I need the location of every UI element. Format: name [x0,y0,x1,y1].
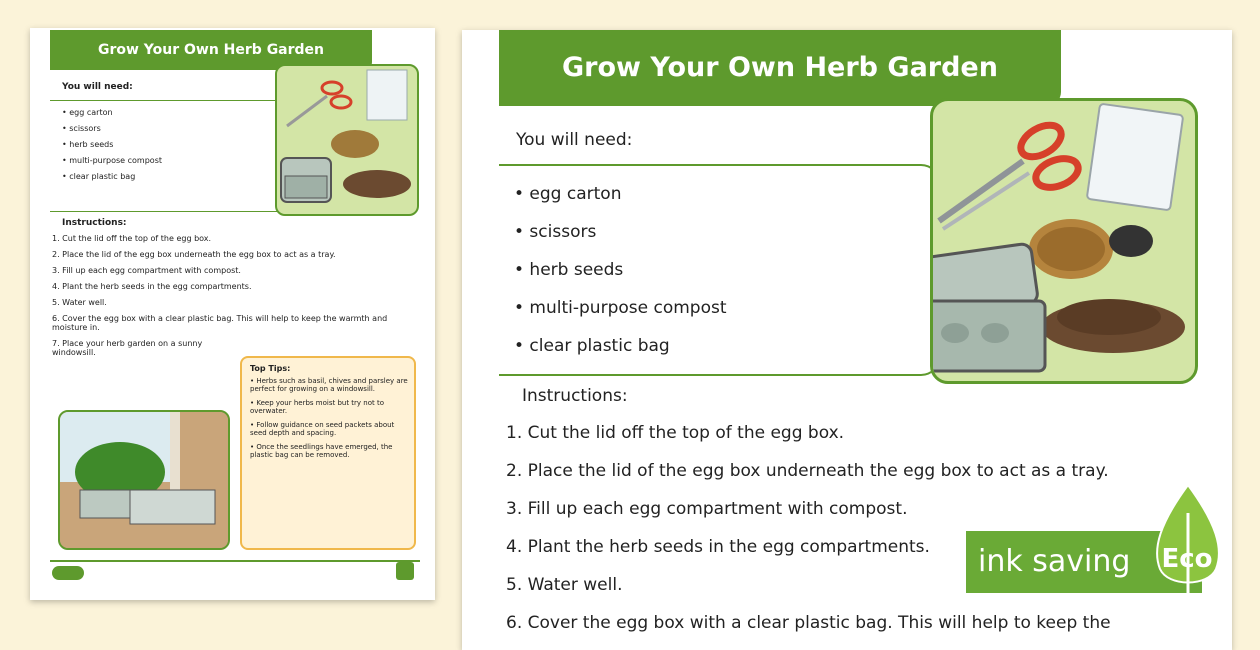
tips-heading: Top Tips: [250,364,291,373]
tip-item: • Follow guidance on seed packets about seed depth and spacing. [250,421,395,437]
step-item: 1. Cut the lid off the top of the egg box. [52,234,212,243]
eco-label: Eco [1161,544,1213,574]
step-item: 4. Plant the herb seeds in the egg compartments. [52,282,252,291]
step-item: 3. Fill up each egg compartment with compost. [52,266,241,275]
materials-picture [930,98,1198,384]
step-item: 3. Fill up each egg compartment with compost. [506,499,908,519]
seeds-icon [1029,219,1153,279]
tip-item: • Keep your herbs moist but try not to overwater. [250,399,384,415]
list-item: • scissors [514,222,597,242]
plastic-bag-icon [367,70,407,120]
ink-saving-label: ink saving [978,544,1131,579]
seeds-icon [331,130,379,158]
step-item: 1. Cut the lid off the top of the egg box. [506,423,845,443]
page-title: Grow Your Own Herb Garden [499,30,1061,106]
plant-logo-icon [396,562,414,580]
egg-carton-icon [933,243,1045,371]
twinkl-logo [52,566,84,580]
tip-item: • Once the seedlings have emerged, the plastic bag can be removed. [250,443,393,459]
scissors-icon [939,119,1082,229]
step-item: 5. Water well. [52,298,107,307]
list-item: • herb seeds [514,260,624,280]
step-item: 7. Place your herb garden on a sunny windowsill. [52,339,203,357]
small-sheet-title: Grow Your Own Herb Garden [50,30,372,70]
small-materials-picture [275,64,419,216]
top-tips-box [240,356,416,550]
herb-garden-illustration [58,410,230,550]
list-item: • scissors [62,124,101,133]
list-item: • clear plastic bag [514,336,670,356]
small-steps-list [52,234,392,364]
egg-carton-icon [281,158,331,202]
small-worksheet-preview[interactable] [30,28,435,600]
tip-item: • Herbs such as basil, chives and parsley are perfect for growing on a windowsill. [250,377,408,393]
list-item: • multi-purpose compost [62,156,162,165]
list-item: • egg carton [62,108,113,117]
step-item: 6. Cover the egg box with a clear plastic bag. This will help to keep the warmth and moisture in. [52,314,388,332]
list-item: • herb seeds [62,140,114,149]
plastic-bag-icon [1087,104,1184,211]
small-instructions-heading: Instructions: [62,218,127,228]
scissors-icon [287,82,351,126]
materials-list [499,164,941,376]
footer-divider [50,560,420,562]
compost-icon [1041,299,1185,353]
step-item: 2. Place the lid of the egg box underneath the egg box to act as a tray. [506,461,1109,481]
compost-icon [343,170,411,198]
step-item: 6. Cover the egg box with a clear plastic bag. This will help to keep the [506,613,1111,633]
step-item: 5. Water well. [506,575,623,595]
instructions-heading: Instructions: [522,386,628,406]
small-materials-list [50,100,301,212]
list-item: • multi-purpose compost [514,298,727,318]
small-need-heading: You will need: [62,82,133,92]
need-heading: You will need: [516,130,633,150]
leaf-icon [1150,483,1226,595]
step-item: 2. Place the lid of the egg box underneath the egg box to act as a tray. [52,250,336,259]
step-item: 4. Plant the herb seeds in the egg compartments. [506,537,930,557]
list-item: • clear plastic bag [62,172,136,181]
list-item: • egg carton [514,184,622,204]
